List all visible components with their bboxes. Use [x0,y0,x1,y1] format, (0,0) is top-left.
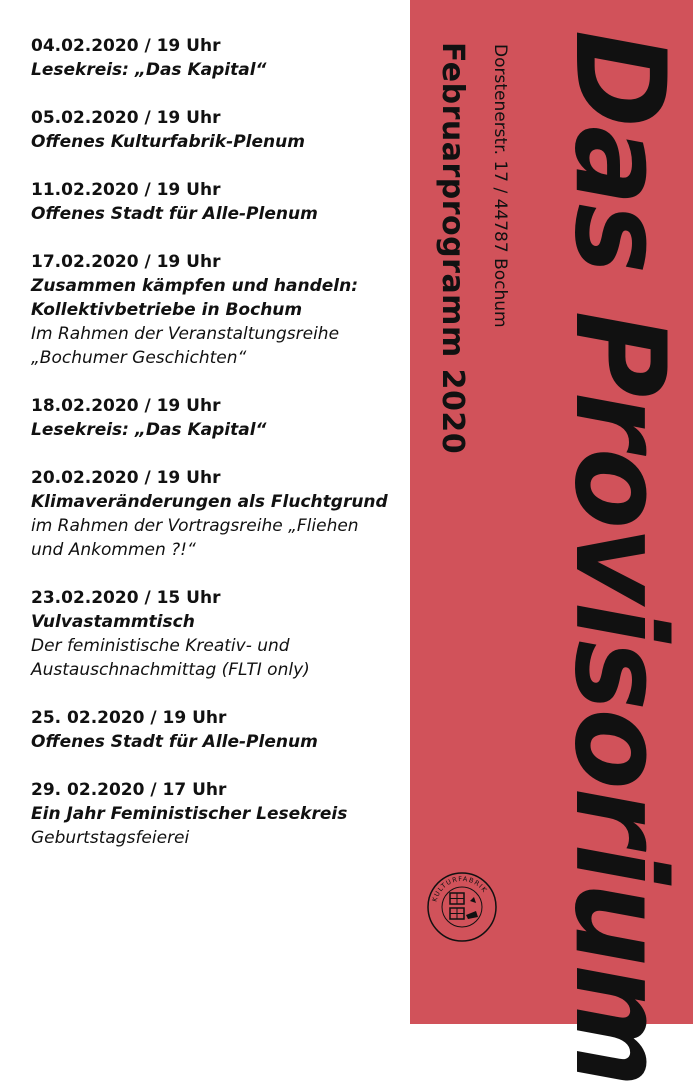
event-title: Offenes Stadt für Alle-Plenum [31,732,318,752]
event-title: Offenes Kulturfabrik-Plenum [31,132,305,152]
event-item [31,778,406,850]
venue-address: Dorstenerstr. 17 / 44787 Bochum [490,44,510,328]
event-description: im Rahmen der Vortragsreihe „Fliehen [31,516,359,536]
event-description: Im Rahmen der Veranstaltungsreihe [31,324,340,344]
event-item [31,34,406,82]
event-title-line-2: Kollektivbetriebe in Bochum [31,300,303,320]
event-item [31,586,406,682]
event-description: und Ankommen ?!“ [31,540,196,560]
event-description: Der feministische Kreativ- und [31,636,290,656]
event-date: 04.02.2020 / 19 Uhr [31,36,221,56]
event-title: Offenes Stadt für Alle-Plenum [31,204,318,224]
event-title: Klimaveränderungen als Fluchtgrund [31,492,388,512]
event-item [31,178,406,226]
event-date: 23.02.2020 / 15 Uhr [31,588,221,608]
event-date: 20.02.2020 / 19 Uhr [31,468,221,488]
event-list [31,34,406,874]
svg-text:KULTURFABRIK: KULTURFABRIK [430,874,490,903]
event-date: 29. 02.2020 / 17 Uhr [31,780,227,800]
event-item [31,250,406,370]
event-item [31,394,406,442]
event-date: 11.02.2020 / 19 Uhr [31,180,221,200]
event-item [31,106,406,154]
event-description: Austauschnachmittag (FLTI only) [31,660,310,680]
kulturfabrik-logo-icon [426,871,498,943]
event-title: Lesekreis: „Das Kapital“ [31,420,267,440]
event-title: Zusammen kämpfen und handeln: [31,276,359,296]
event-item [31,466,406,562]
event-description: „Bochumer Geschichten“ [31,348,247,368]
event-date: 17.02.2020 / 19 Uhr [31,252,221,272]
event-item [31,706,406,754]
event-date: 18.02.2020 / 19 Uhr [31,396,221,416]
program-title: Februarprogramm 2020 [435,42,470,455]
event-date: 05.02.2020 / 19 Uhr [31,108,221,128]
venue-name: Das Provisorium [547,30,693,1085]
event-title: Vulvastammtisch [31,612,195,632]
event-date: 25. 02.2020 / 19 Uhr [31,708,227,728]
event-description: Geburtstagsfeierei [31,828,190,848]
event-title: Ein Jahr Feministischer Lesekreis [31,804,348,824]
event-title: Lesekreis: „Das Kapital“ [31,60,267,80]
